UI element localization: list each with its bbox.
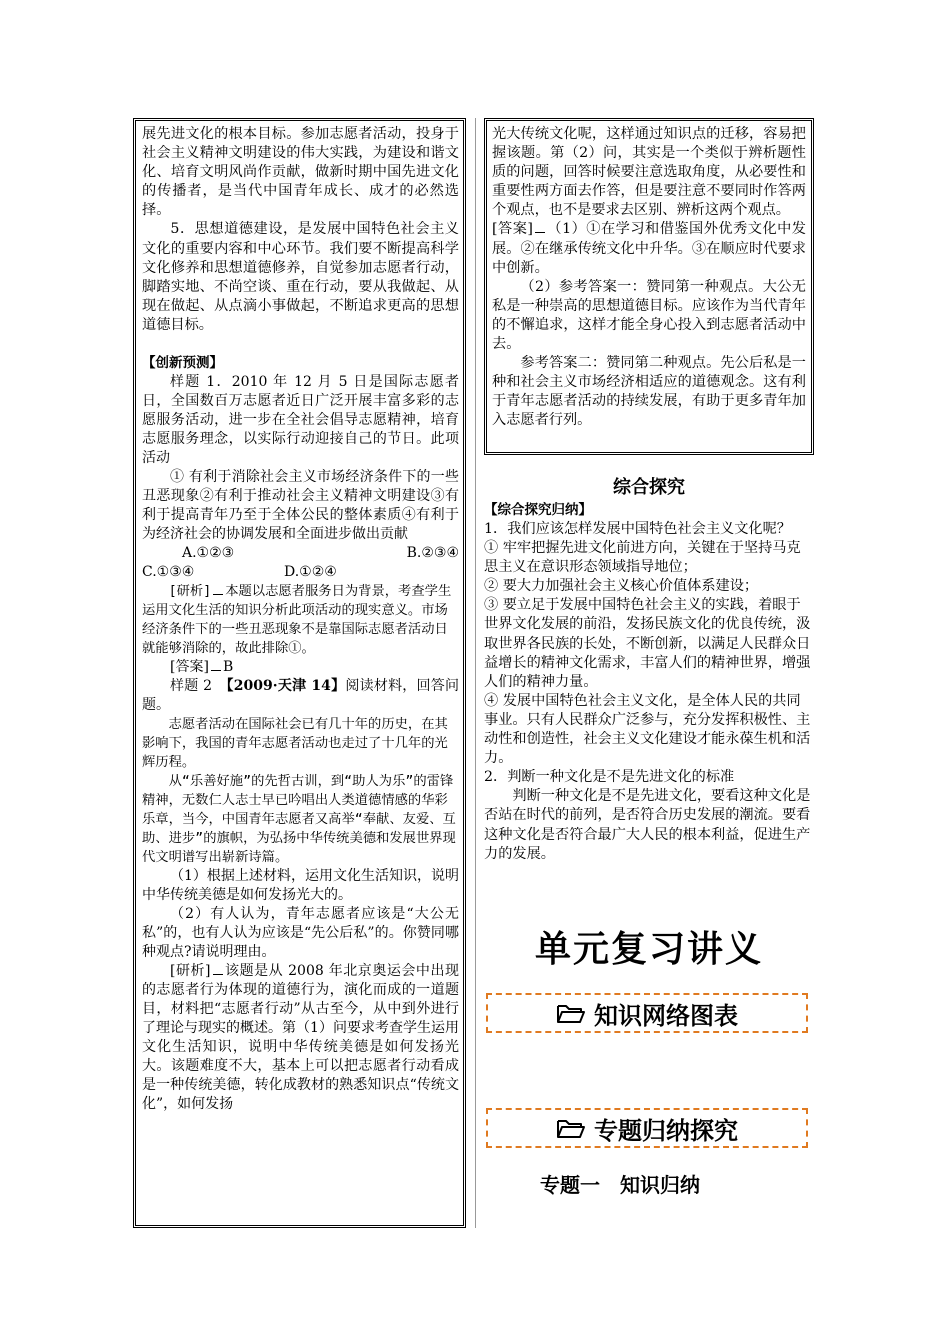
paragraph: 5．思想道德建设，是发展中国特色社会主义文化的重要内容和中心环节。我们要不断提高科学文化修养和思想道德修养，自觉参加志愿者行动，脚踏实地、不尚空谈、重在行动，要从我做起、从现在做起、从点滴小事做起，不断追求更高的思想道德目标。 xyxy=(142,221,459,333)
knowledge-network-box xyxy=(486,993,808,1033)
analysis-label: [研析] xyxy=(170,963,211,980)
options-row xyxy=(142,544,459,563)
list-item: ③ 要立足于发展中国特色社会主义的实践，着眼于世界文化发展的前沿，发扬民族文化的优良传统，汲取世界各民族的长处，不断创新，以满足人民群众日益增长的精神文化需求，丰富人们的精神世界，增强人们的精神力量。 xyxy=(484,597,811,690)
right-text-frame xyxy=(484,118,814,455)
material: 从“乐善好施”的先哲古训，到“助人为乐”的雷锋精神，无数仁人志士早已吟唱出人类道德情感的华彩乐章，当今，中国青年志愿者又高举“奉献、友爱、互助、进步”的旗帜，为弘扬中华传统美德和发展世界现代文明谱写出崭新诗篇。 xyxy=(142,774,456,866)
left-text-frame xyxy=(133,118,466,1228)
question-stem: 样题 1．2010 年 12 月 5 日是国际志愿者日，全国数百万志愿者近日广泛开展丰富多彩的志愿服务活动，进一步在全社会倡导志愿精神，培育志愿服务理念，以实际行动迎接自己的节日。此项活动 xyxy=(142,374,459,467)
box-label: 专题归纳探究 xyxy=(594,1116,738,1145)
question-number: 样题 2 xyxy=(170,678,213,695)
answer xyxy=(142,658,459,677)
option-a: A.①②③ xyxy=(182,545,235,562)
analysis xyxy=(142,582,459,658)
folder-icon xyxy=(556,1002,586,1024)
sub-question: （2）有人认为，青年志愿者应该是“大公无私”的，也有人认为应该是“先公后私”的。你赞同哪种观点?请说明理由。 xyxy=(142,906,459,961)
folder-icon xyxy=(556,1117,586,1139)
mark-icon xyxy=(535,226,545,233)
column-divider xyxy=(475,118,476,1228)
section-subheading: 【综合探究归纳】 xyxy=(484,502,592,518)
option-b: B.②③④ xyxy=(406,545,459,562)
mark-icon xyxy=(213,588,223,595)
box-label: 知识网络图表 xyxy=(594,1001,738,1030)
unit-title: 单元复习讲义 xyxy=(534,929,763,970)
question-instruction: 阅读材料，回答问题。 xyxy=(142,678,460,714)
answer-label: [答案] xyxy=(492,221,533,238)
list-item: ① 牢牢把握先进文化前进方向，关键在于坚持马克思主义在意识形态领域指导地位； xyxy=(484,540,801,576)
section-heading: 【创新预测】 xyxy=(142,355,223,372)
topic-summary-box xyxy=(486,1108,808,1148)
list-item: ② 要大力加强社会主义核心价值体系建设； xyxy=(484,578,759,595)
material: 志愿者活动在国际社会已有几十年的历史，在其影响下，我国的青年志愿者活动也走过了十几年的光辉历程。 xyxy=(142,717,448,771)
answer-text: B xyxy=(222,659,234,676)
section-title: 综合探究 xyxy=(613,477,685,498)
analysis xyxy=(142,962,459,1114)
answer-text: （1）①在学习和借鉴国外优秀文化中发展。②在继承传统文化中升华。③在顺应时代要求中创新。 xyxy=(492,221,806,276)
question: 1．我们应该怎样发展中国特色社会主义文化呢？ xyxy=(484,521,791,537)
option-c: C.①③④ xyxy=(142,564,195,581)
mark-icon xyxy=(211,664,221,671)
paragraph: （2）参考答案一：赞同第一种观点。大公无私是一种崇高的思想道德目标。应该作为当代青年的不懈追求，这样才能全身心投入到志愿者活动中去。 xyxy=(492,278,806,353)
paragraph: 展先进文化的根本目标。参加志愿者活动，投身于社会主义精神文明建设的伟大实践，为建设和谐文化、培育文明风尚作贡献，做新时期中国先进文化的传播者，是当代中国青年成长、成才的必然选择。 xyxy=(142,126,459,219)
question: 2．判断一种文化是不是先进文化的标准 xyxy=(484,769,735,786)
paragraph: 光大传统文化呢，这样通过知识点的迁移，容易把握该题。第（2）问，其实是一个类似于辨析题性质的问题，回答时候要注意选取角度，从必要性和重要性两方面去作答，但是要注意不要同时作答两个观点，也不是要求去区别、辨析这两个观点。 xyxy=(492,126,806,219)
answer xyxy=(492,220,806,277)
mark-icon xyxy=(213,968,223,975)
answer-label: [答案] xyxy=(170,659,209,676)
analysis-text: 本题以志愿者服务日为背景，考查学生运用文化生活的知识分析此项活动的现实意义。市场经济条件下的一些丑恶现象不是靠国际志愿者活动日就能够消除的，故此排除①。 xyxy=(142,584,452,657)
list-item: ④ 发展中国特色社会主义文化，是全体人民的共同事业。只有人民群众广泛参与，充分发挥积极性、主动性和创造性，社会主义文化建设才能永葆生机和活力。 xyxy=(484,692,811,767)
paragraph: 判断一种文化是不是先进文化，要看这种文化是否站在时代的前列，是否符合历史发展的潮流。要看这种文化是否符合最广大人民的根本利益，促进生产力的发展。 xyxy=(484,788,811,862)
options-row xyxy=(142,563,459,582)
question-items: ① 有利于消除社会主义市场经济条件下的一些丑恶现象②有利于推动社会主义精神文明建设③有利于提高青年乃至于全体公民的整体素质④有利于为经济社会的协调发展和全面进步做出贡献 xyxy=(142,469,459,543)
topic-heading: 专题一 知识归纳 xyxy=(540,1173,700,1197)
sub-question: （1）根据上述材料，运用文化生活知识，说明中华传统美德是如何发扬光大的。 xyxy=(142,868,459,904)
question-source: 【2009·天津 14】 xyxy=(226,678,346,695)
paragraph: 参考答案二：赞同第二种观点。先公后私是一种和社会主义市场经济相适应的道德观念。这有利于青年志愿者活动的持续发展，有助于更多青年加入志愿者行列。 xyxy=(492,355,806,429)
right-column xyxy=(484,455,814,864)
analysis-text: 该题是从 2008 年北京奥运会中出现的志愿者行为体现的道德行为，演化而成的一道题目，材料把“志愿者行动”从古至今，从中到外进行了理论与现实的概述。第（1）问要求考查学生运用文化生活知识，说明中华传统美德是如何发扬光大。该题难度不大，基本上可以把志愿者行动看成是一种传统美德，转化成教材的熟悉知识点“传统文化”，如何发扬 xyxy=(142,963,459,1113)
analysis-label: [研析] xyxy=(168,584,212,600)
option-d: D.①②④ xyxy=(284,564,337,581)
question-stem xyxy=(142,677,459,715)
